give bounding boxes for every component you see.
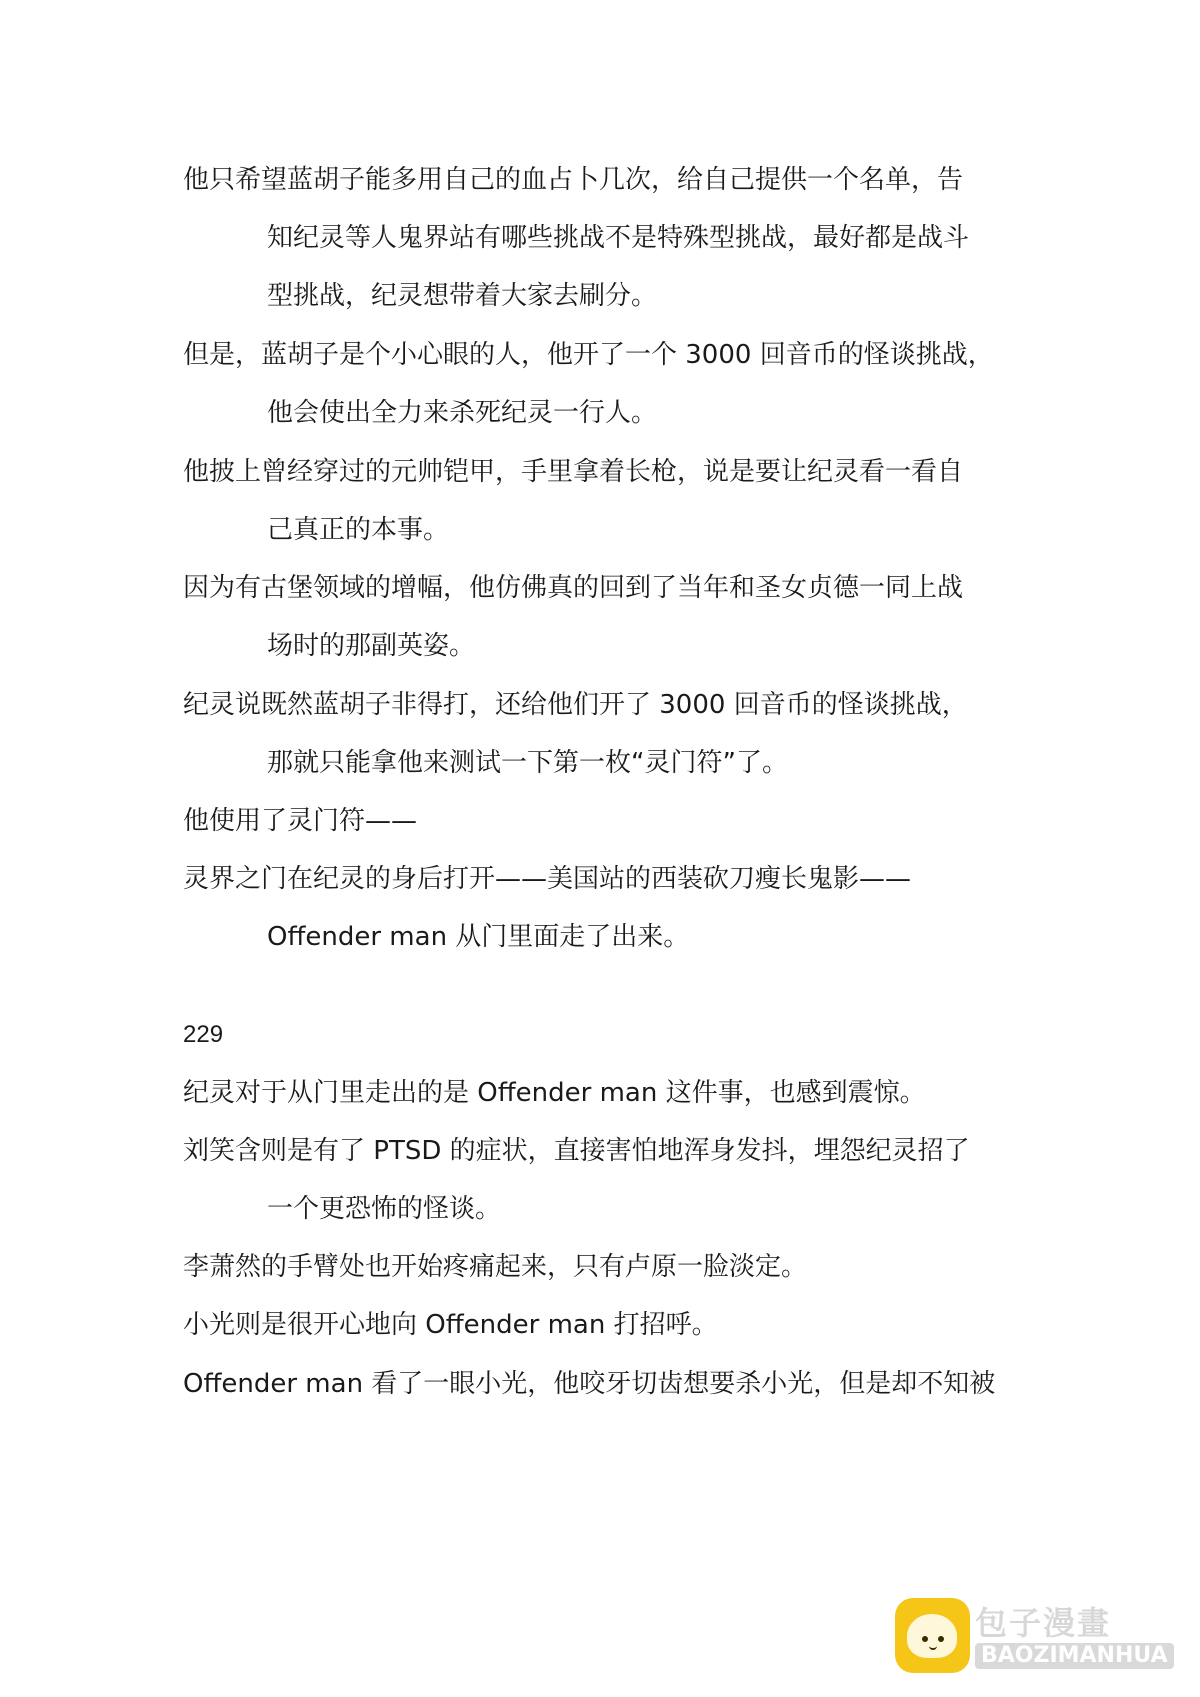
- paragraph-line: 他披上曾经穿过的元帅铠甲，手里拿着长枪，说是要让纪灵看一看自: [183, 457, 964, 487]
- watermark-text: 包子漫畫: [975, 1604, 1112, 1642]
- paragraph-line: 场时的那副英姿。: [267, 631, 476, 661]
- paragraph-line: 纪灵对于从门里走出的是 Offender man 这件事，也感到震惊。: [183, 1078, 926, 1108]
- paragraph-line: 一个更恐怖的怪谈。: [267, 1194, 502, 1224]
- paragraph-line: Offender man 从门里面走了出来。: [267, 922, 690, 952]
- paragraph-line: 己真正的本事。: [267, 515, 450, 545]
- paragraph-line: Offender man 看了一眼小光，他咬牙切齿想要杀小光，但是却不知被: [183, 1369, 996, 1399]
- paragraph-line: 他只希望蓝胡子能多用自己的血占卜几次，给自己提供一个名单，告: [183, 165, 964, 195]
- baozi-logo-icon: [895, 1598, 970, 1673]
- paragraph-line: 灵界之门在纪灵的身后打开——美国站的西装砍刀瘦长鬼影——: [183, 864, 912, 894]
- paragraph-line: 因为有古堡领域的增幅，他仿佛真的回到了当年和圣女贞德一同上战: [183, 573, 964, 603]
- logo-eye-right: [938, 1636, 944, 1642]
- paragraph-line: 他会使出全力来杀死纪灵一行人。: [267, 398, 658, 428]
- paragraph-line: 小光则是很开心地向 Offender man 打招呼。: [183, 1310, 718, 1340]
- bun-shape: [907, 1614, 957, 1658]
- watermark-subtext: BAOZIMANHUA: [975, 1643, 1174, 1669]
- paragraph-line: 他使用了灵门符——: [183, 806, 418, 836]
- logo-eye-left: [922, 1636, 928, 1642]
- paragraph-line: 知纪灵等人鬼界站有哪些挑战不是特殊型挑战，最好都是战斗: [267, 223, 970, 253]
- paragraph-line: 那就只能拿他来测试一下第一枚“灵门符”了。: [267, 748, 788, 778]
- chapter-number: 229: [183, 1021, 224, 1048]
- paragraph-line: 但是，蓝胡子是个小心眼的人，他开了一个 3000 回音币的怪谈挑战，: [183, 340, 994, 370]
- paragraph-line: 纪灵说既然蓝胡子非得打，还给他们开了 3000 回音币的怪谈挑战，: [183, 690, 968, 720]
- paragraph-line: 型挑战，纪灵想带着大家去刷分。: [267, 281, 658, 311]
- paragraph-line: 刘笑含则是有了 PTSD 的症状，直接害怕地浑身发抖，埋怨纪灵招了: [183, 1136, 970, 1166]
- paragraph-line: 李萧然的手臂处也开始疼痛起来，只有卢原一脸淡定。: [183, 1252, 808, 1282]
